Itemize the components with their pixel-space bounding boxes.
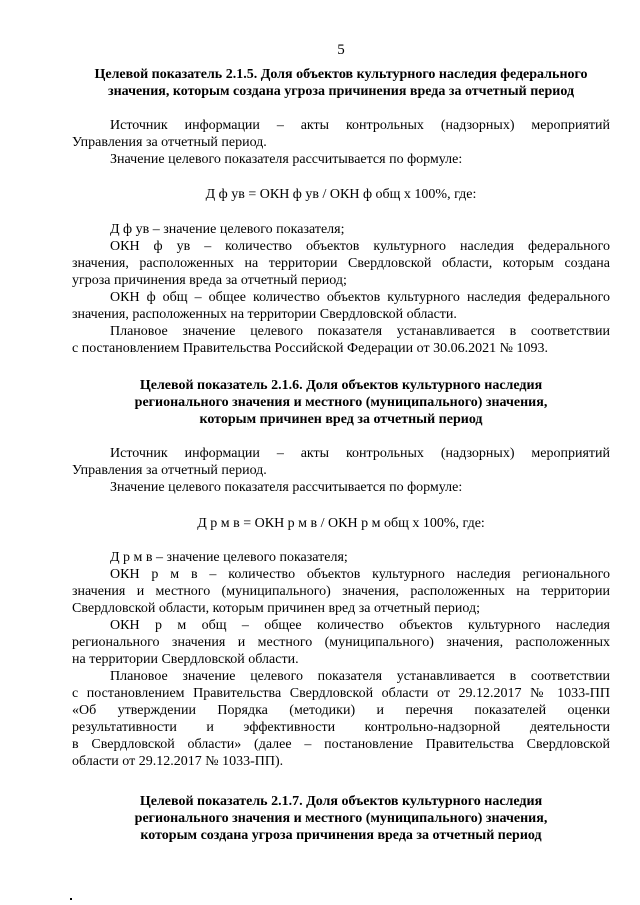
section-2-1-7-heading (72, 793, 610, 844)
text-line: ОКН р м общ – общее количество объектов культурного наследия (110, 618, 610, 633)
text-line: Управления за отчетный период. (72, 463, 267, 478)
text-line: Источник информации – акты контрольных (надзорных) мероприятий (110, 446, 610, 461)
heading-line: Целевой показатель 2.1.6. Доля объектов культурного наследия (139, 378, 543, 393)
section-2-1-6-heading (72, 377, 610, 428)
text-line: Значение целевого показателя рассчитывается по формуле: (110, 480, 463, 495)
text-line: значения, расположенных на территории Свердловской области. (72, 307, 457, 322)
text-line: регионального значения и местного (муниципального) значения, расположенных (72, 635, 610, 650)
text-line: Управления за отчетный период. (72, 135, 267, 150)
formula-intro (72, 479, 610, 496)
scan-speck (70, 898, 72, 900)
text-line: ОКН ф ув – количество объектов культурного наследия федерального (110, 239, 610, 254)
page-number: 5 (337, 42, 345, 58)
heading-line: регионального значения и местного (муниципального) значения, (134, 811, 548, 826)
text-line: ОКН р м в – количество объектов культурного наследия регионального (110, 567, 610, 582)
text-line: Д ф ув – значение целевого показателя; (110, 222, 345, 237)
source-paragraph (72, 445, 610, 479)
text-line: значения, расположенных на территории Свердловской области, которым создана (72, 256, 610, 271)
text-line: Источник информации – акты контрольных (надзорных) мероприятий (110, 118, 610, 133)
text-line: с постановлением Правительства Свердловской области от 29.12.2017 № 1033-ПП (72, 686, 610, 701)
text-line: Плановое значение целевого показателя устанавливается в соответствии (110, 669, 610, 684)
definition-3 (72, 289, 610, 323)
formula-intro (72, 151, 610, 168)
formula: Д р м в = ОКН р м в / ОКН р м общ х 100%, где: (197, 516, 485, 531)
source-paragraph (72, 117, 610, 151)
heading-line: регионального значения и местного (муниципального) значения, (134, 395, 548, 410)
section-2-1-5-heading (72, 66, 610, 100)
text-line: Плановое значение целевого показателя устанавливается в соответствии (110, 324, 610, 339)
text-line: результативности и эффективности контрольно-надзорной деятельности (72, 720, 610, 735)
definition-2 (72, 566, 610, 617)
heading-line: значения, которым создана угроза причинения вреда за отчетный период (107, 84, 575, 99)
definition-1 (72, 549, 610, 566)
definition-1 (72, 221, 610, 238)
plan-paragraph (72, 668, 610, 770)
text-line: с постановлением Правительства Российской Федерации от 30.06.2021 № 1093. (72, 341, 548, 356)
text-line: «Об утверждении Порядка (методики) и перечня показателей оценки (72, 703, 610, 718)
heading-line: Целевой показатель 2.1.5. Доля объектов культурного наследия федерального (94, 67, 588, 82)
heading-line: которым причинен вред за отчетный период (199, 412, 483, 427)
text-line: области от 29.12.2017 № 1033-ПП). (72, 754, 284, 769)
text-line: ОКН ф общ – общее количество объектов культурного наследия федерального (110, 290, 610, 305)
text-line: на территории Свердловской области. (72, 652, 299, 667)
text-line: значения и местного (муниципального) значения, расположенных на территории (72, 584, 610, 599)
text-line: Д р м в – значение целевого показателя; (110, 550, 348, 565)
definition-2 (72, 238, 610, 289)
text-line: Свердловской области, которым причинен вред за отчетный период; (72, 601, 480, 616)
heading-line: которым создана угроза причинения вреда за отчетный период (140, 828, 542, 843)
text-line: Значение целевого показателя рассчитывается по формуле: (110, 152, 463, 167)
definition-3 (72, 617, 610, 668)
text-line: в Свердловской области» (далее – постановление Правительства Свердловской (72, 737, 610, 752)
heading-line: Целевой показатель 2.1.7. Доля объектов культурного наследия (139, 794, 543, 809)
plan-paragraph (72, 323, 610, 357)
text-line: угроза причинения вреда за отчетный период; (72, 273, 347, 288)
formula: Д ф ув = ОКН ф ув / ОКН ф общ х 100%, где: (205, 187, 477, 202)
